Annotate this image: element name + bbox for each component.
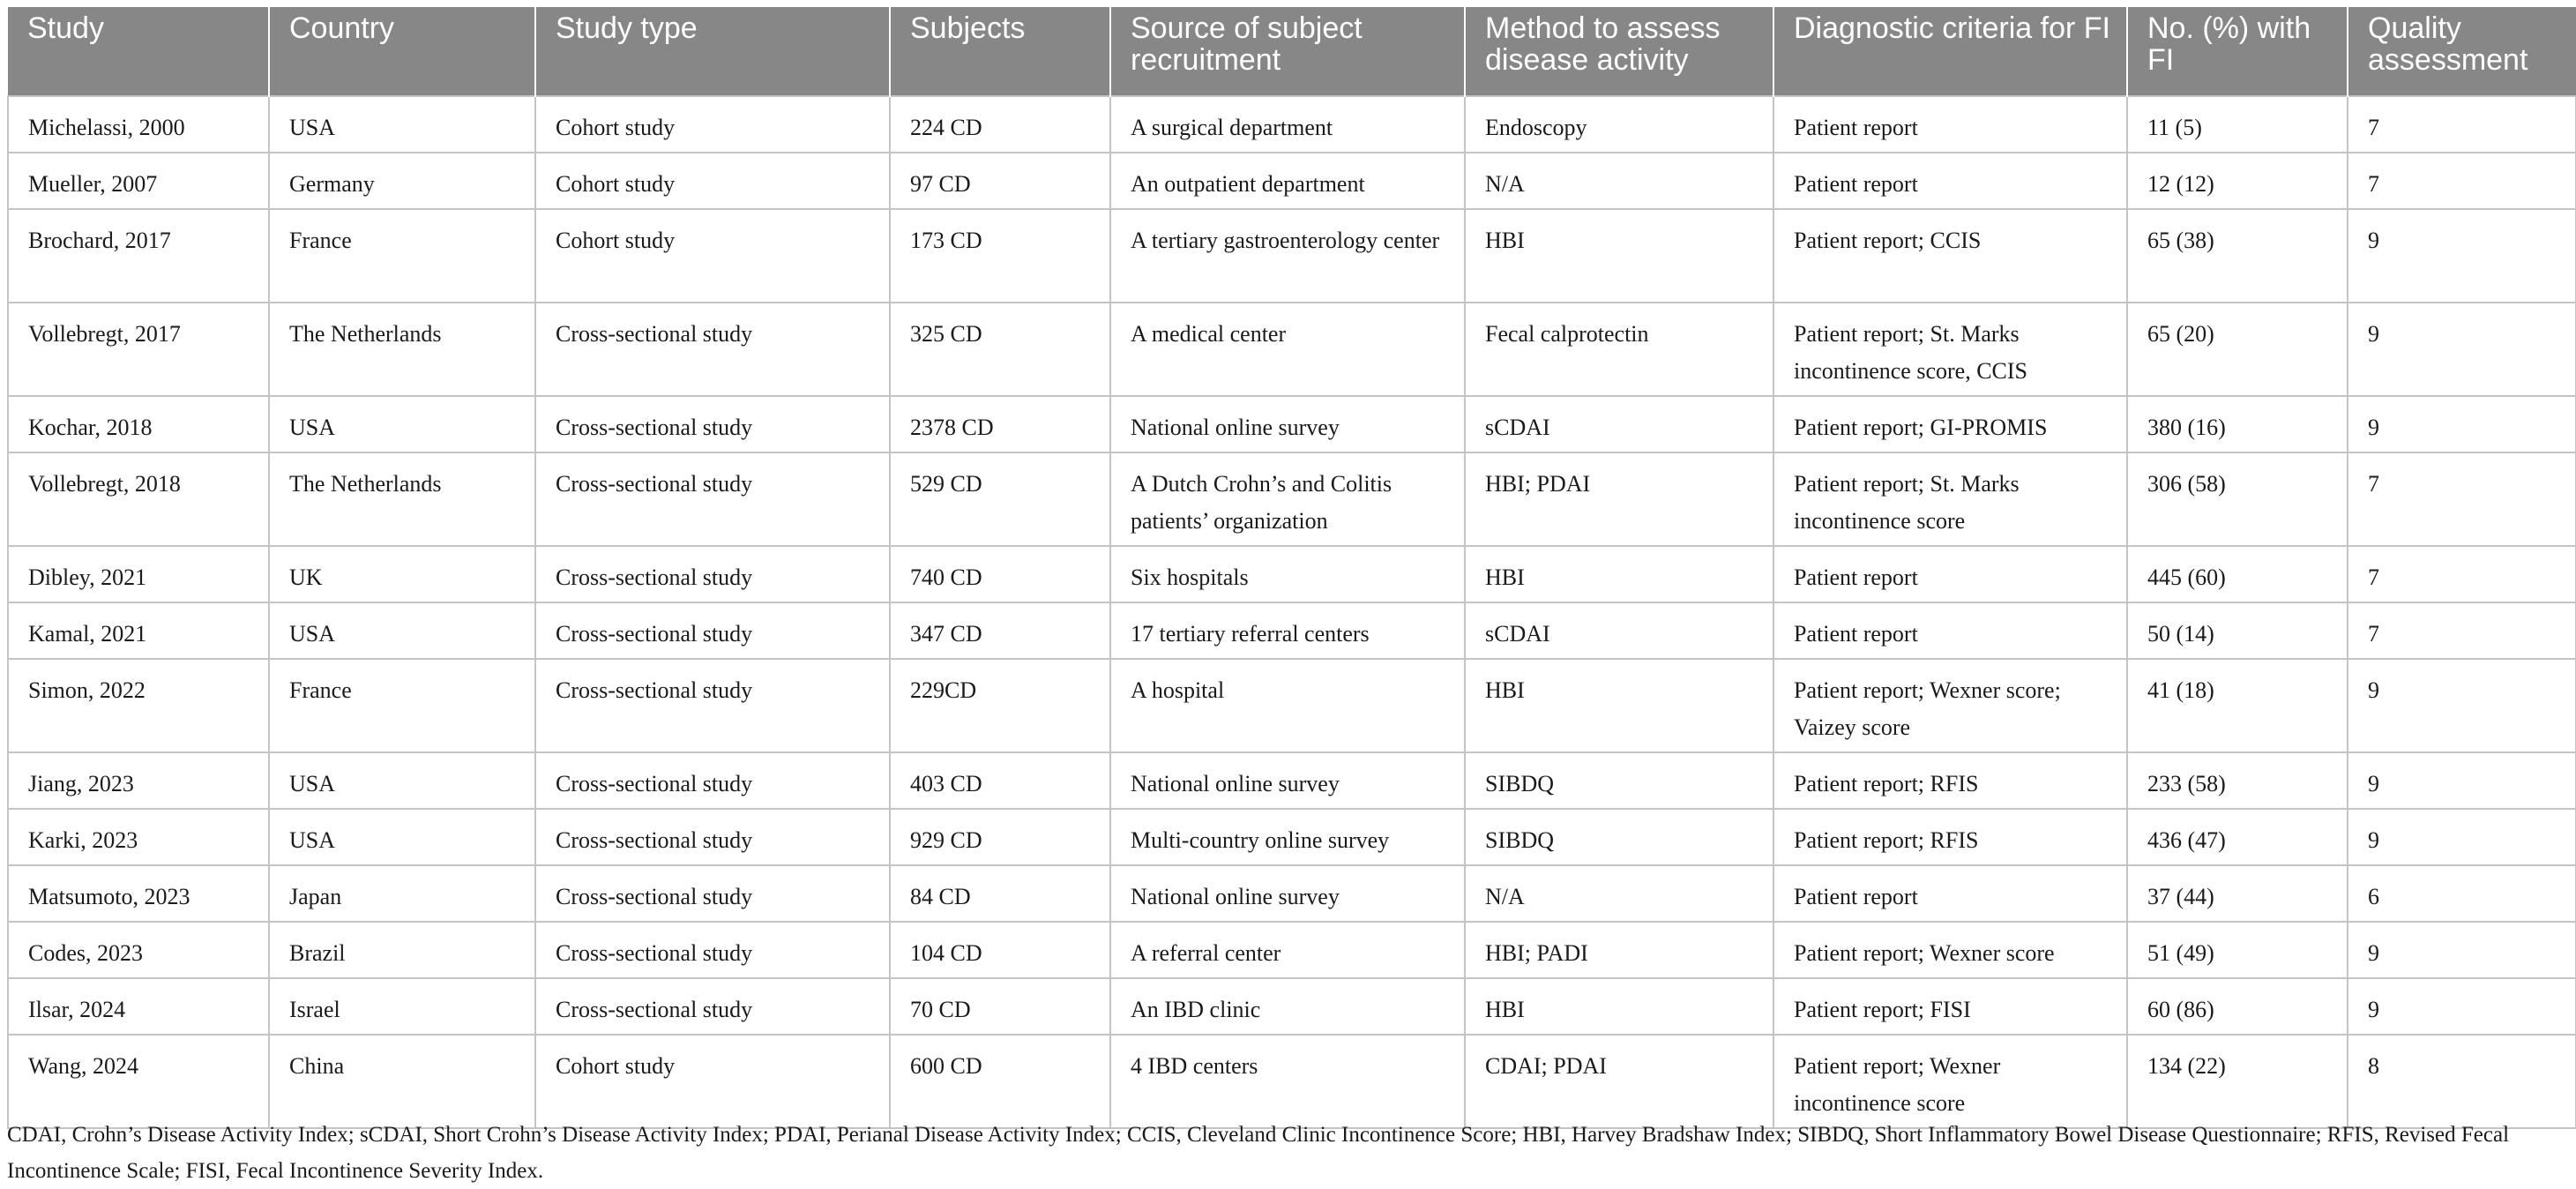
cell-number-with-fi: 445 (60) — [2127, 546, 2348, 602]
cell-diagnostic-criteria: Patient report; Wexner score — [1773, 922, 2127, 978]
header-row — [8, 7, 2576, 96]
table-row — [8, 452, 2576, 546]
cell-quality-assessment: 9 — [2348, 922, 2576, 978]
cell-quality-assessment: 7 — [2348, 153, 2576, 209]
table-row — [8, 96, 2576, 153]
cell-diagnostic-criteria: Patient report; RFIS — [1773, 752, 2127, 809]
cell-disease-activity-method: SIBDQ — [1465, 809, 1773, 865]
cell-source-of-recruitment: A surgical department — [1110, 96, 1465, 153]
cell-subjects: 740 CD — [890, 546, 1110, 602]
table-row — [8, 303, 2576, 396]
cell-quality-assessment: 6 — [2348, 865, 2576, 922]
cell-number-with-fi: 60 (86) — [2127, 978, 2348, 1035]
cell-source-of-recruitment: A tertiary gastroenterology center — [1110, 209, 1465, 303]
table-row — [8, 153, 2576, 209]
cell-subjects: 84 CD — [890, 865, 1110, 922]
cell-country: Germany — [269, 153, 535, 209]
header-subjects: Subjects — [890, 7, 1110, 96]
cell-quality-assessment: 9 — [2348, 659, 2576, 752]
cell-study-type: Cross-sectional study — [535, 602, 890, 659]
cell-subjects: 2378 CD — [890, 396, 1110, 452]
cell-disease-activity-method: N/A — [1465, 865, 1773, 922]
table-row — [8, 1035, 2576, 1128]
cell-study: Simon, 2022 — [8, 659, 269, 752]
cell-number-with-fi: 65 (38) — [2127, 209, 2348, 303]
cell-quality-assessment: 9 — [2348, 752, 2576, 809]
cell-subjects: 929 CD — [890, 809, 1110, 865]
cell-study: Mueller, 2007 — [8, 153, 269, 209]
cell-study-type: Cross-sectional study — [535, 809, 890, 865]
cell-study: Matsumoto, 2023 — [8, 865, 269, 922]
cell-study: Wang, 2024 — [8, 1035, 269, 1128]
cell-source-of-recruitment: National online survey — [1110, 865, 1465, 922]
cell-diagnostic-criteria: Patient report; RFIS — [1773, 809, 2127, 865]
cell-study: Kamal, 2021 — [8, 602, 269, 659]
cell-study: Jiang, 2023 — [8, 752, 269, 809]
cell-country: The Netherlands — [269, 452, 535, 546]
cell-disease-activity-method: Endoscopy — [1465, 96, 1773, 153]
cell-country: USA — [269, 602, 535, 659]
table-row — [8, 546, 2576, 602]
cell-study-type: Cross-sectional study — [535, 659, 890, 752]
header-disease-activity-method: Method to assess disease activity — [1465, 7, 1773, 96]
header-study-type: Study type — [535, 7, 890, 96]
cell-source-of-recruitment: A Dutch Crohn’s and Colitis patients’ organization — [1110, 452, 1465, 546]
cell-subjects: 173 CD — [890, 209, 1110, 303]
cell-source-of-recruitment: 17 tertiary referral centers — [1110, 602, 1465, 659]
cell-country: Japan — [269, 865, 535, 922]
cell-study-type: Cross-sectional study — [535, 922, 890, 978]
cell-number-with-fi: 41 (18) — [2127, 659, 2348, 752]
cell-quality-assessment: 7 — [2348, 602, 2576, 659]
cell-study: Brochard, 2017 — [8, 209, 269, 303]
cell-number-with-fi: 380 (16) — [2127, 396, 2348, 452]
header-source-of-recruitment: Source of subject recruitment — [1110, 7, 1465, 96]
cell-diagnostic-criteria: Patient report; FISI — [1773, 978, 2127, 1035]
table-row — [8, 209, 2576, 303]
cell-quality-assessment: 9 — [2348, 209, 2576, 303]
cell-disease-activity-method: sCDAI — [1465, 396, 1773, 452]
cell-disease-activity-method: HBI — [1465, 978, 1773, 1035]
table-row — [8, 602, 2576, 659]
cell-quality-assessment: 8 — [2348, 1035, 2576, 1128]
cell-diagnostic-criteria: Patient report; Wexner incontinence score — [1773, 1035, 2127, 1128]
cell-number-with-fi: 11 (5) — [2127, 96, 2348, 153]
cell-study: Vollebregt, 2018 — [8, 452, 269, 546]
cell-country: The Netherlands — [269, 303, 535, 396]
cell-country: France — [269, 209, 535, 303]
cell-number-with-fi: 436 (47) — [2127, 809, 2348, 865]
cell-country: Brazil — [269, 922, 535, 978]
cell-subjects: 70 CD — [890, 978, 1110, 1035]
cell-disease-activity-method: N/A — [1465, 153, 1773, 209]
cell-diagnostic-criteria: Patient report — [1773, 96, 2127, 153]
table-row — [8, 752, 2576, 809]
cell-diagnostic-criteria: Patient report; St. Marks incontinence score — [1773, 452, 2127, 546]
cell-disease-activity-method: HBI — [1465, 659, 1773, 752]
cell-country: USA — [269, 96, 535, 153]
cell-study-type: Cross-sectional study — [535, 752, 890, 809]
cell-diagnostic-criteria: Patient report; GI-PROMIS — [1773, 396, 2127, 452]
cell-quality-assessment: 7 — [2348, 452, 2576, 546]
cell-diagnostic-criteria: Patient report — [1773, 865, 2127, 922]
cell-quality-assessment: 9 — [2348, 978, 2576, 1035]
header-diagnostic-criteria: Diagnostic criteria for FI — [1773, 7, 2127, 96]
cell-disease-activity-method: sCDAI — [1465, 602, 1773, 659]
cell-disease-activity-method: HBI; PADI — [1465, 922, 1773, 978]
cell-subjects: 224 CD — [890, 96, 1110, 153]
cell-disease-activity-method: SIBDQ — [1465, 752, 1773, 809]
cell-diagnostic-criteria: Patient report — [1773, 602, 2127, 659]
cell-number-with-fi: 134 (22) — [2127, 1035, 2348, 1128]
table-row — [8, 809, 2576, 865]
cell-disease-activity-method: HBI — [1465, 546, 1773, 602]
cell-study-type: Cohort study — [535, 153, 890, 209]
cell-number-with-fi: 12 (12) — [2127, 153, 2348, 209]
abbreviations-footnote: CDAI, Crohn’s Disease Activity Index; sCDAI, Short Crohn’s Disease Activity Index; PDAI, Perianal Disease Activity Index; CCIS, Cleveland Clinic Incontinence Score; HBI, Harvey Bradshaw Index; SIBDQ, Short Inflammatory Bowel Disease Questionnaire; RFIS, Revised Fecal Incontinence Scale; FISI, Fecal Incontinence Severity Index. — [7, 1123, 2510, 1183]
cell-subjects: 325 CD — [890, 303, 1110, 396]
header-number-with-fi: No. (%) with FI — [2127, 7, 2348, 96]
header-quality-assessment: Quality assessment — [2348, 7, 2576, 96]
cell-source-of-recruitment: Multi-country online survey — [1110, 809, 1465, 865]
cell-subjects: 104 CD — [890, 922, 1110, 978]
cell-study: Vollebregt, 2017 — [8, 303, 269, 396]
cell-study-type: Cross-sectional study — [535, 452, 890, 546]
cell-number-with-fi: 37 (44) — [2127, 865, 2348, 922]
cell-country: USA — [269, 809, 535, 865]
cell-number-with-fi: 306 (58) — [2127, 452, 2348, 546]
cell-subjects: 229CD — [890, 659, 1110, 752]
cell-country: France — [269, 659, 535, 752]
cell-source-of-recruitment: National online survey — [1110, 396, 1465, 452]
cell-diagnostic-criteria: Patient report; CCIS — [1773, 209, 2127, 303]
cell-diagnostic-criteria: Patient report; St. Marks incontinence score, CCIS — [1773, 303, 2127, 396]
cell-number-with-fi: 50 (14) — [2127, 602, 2348, 659]
study-characteristics-table — [7, 7, 2576, 1129]
cell-subjects: 403 CD — [890, 752, 1110, 809]
cell-country: Israel — [269, 978, 535, 1035]
cell-number-with-fi: 51 (49) — [2127, 922, 2348, 978]
cell-number-with-fi: 233 (58) — [2127, 752, 2348, 809]
cell-subjects: 600 CD — [890, 1035, 1110, 1128]
cell-study-type: Cross-sectional study — [535, 546, 890, 602]
table-body — [8, 96, 2576, 1128]
cell-disease-activity-method: Fecal calprotectin — [1465, 303, 1773, 396]
cell-study: Kochar, 2018 — [8, 396, 269, 452]
cell-source-of-recruitment: 4 IBD centers — [1110, 1035, 1465, 1128]
header-study: Study — [8, 7, 269, 96]
cell-diagnostic-criteria: Patient report; Wexner score; Vaizey score — [1773, 659, 2127, 752]
cell-source-of-recruitment: National online survey — [1110, 752, 1465, 809]
cell-study: Ilsar, 2024 — [8, 978, 269, 1035]
cell-study: Codes, 2023 — [8, 922, 269, 978]
cell-country: USA — [269, 396, 535, 452]
cell-subjects: 97 CD — [890, 153, 1110, 209]
cell-quality-assessment: 7 — [2348, 96, 2576, 153]
cell-source-of-recruitment: A hospital — [1110, 659, 1465, 752]
cell-study: Karki, 2023 — [8, 809, 269, 865]
cell-diagnostic-criteria: Patient report — [1773, 546, 2127, 602]
cell-study: Michelassi, 2000 — [8, 96, 269, 153]
cell-subjects: 347 CD — [890, 602, 1110, 659]
cell-source-of-recruitment: An IBD clinic — [1110, 978, 1465, 1035]
cell-disease-activity-method: HBI; PDAI — [1465, 452, 1773, 546]
cell-quality-assessment: 9 — [2348, 303, 2576, 396]
table-row — [8, 396, 2576, 452]
cell-source-of-recruitment: An outpatient department — [1110, 153, 1465, 209]
table-row — [8, 978, 2576, 1035]
cell-disease-activity-method: HBI — [1465, 209, 1773, 303]
cell-study-type: Cohort study — [535, 96, 890, 153]
cell-study: Dibley, 2021 — [8, 546, 269, 602]
cell-diagnostic-criteria: Patient report — [1773, 153, 2127, 209]
cell-study-type: Cohort study — [535, 209, 890, 303]
study-table-container — [7, 7, 2575, 1129]
header-country: Country — [269, 7, 535, 96]
cell-source-of-recruitment: Six hospitals — [1110, 546, 1465, 602]
cell-country: USA — [269, 752, 535, 809]
cell-study-type: Cohort study — [535, 1035, 890, 1128]
cell-quality-assessment: 7 — [2348, 546, 2576, 602]
cell-study-type: Cross-sectional study — [535, 978, 890, 1035]
cell-study-type: Cross-sectional study — [535, 303, 890, 396]
table-row — [8, 865, 2576, 922]
table-row — [8, 659, 2576, 752]
cell-study-type: Cross-sectional study — [535, 396, 890, 452]
cell-quality-assessment: 9 — [2348, 809, 2576, 865]
cell-country: China — [269, 1035, 535, 1128]
cell-source-of-recruitment: A medical center — [1110, 303, 1465, 396]
cell-source-of-recruitment: A referral center — [1110, 922, 1465, 978]
cell-disease-activity-method: CDAI; PDAI — [1465, 1035, 1773, 1128]
cell-subjects: 529 CD — [890, 452, 1110, 546]
cell-study-type: Cross-sectional study — [535, 865, 890, 922]
cell-country: UK — [269, 546, 535, 602]
cell-quality-assessment: 9 — [2348, 396, 2576, 452]
table-row — [8, 922, 2576, 978]
cell-number-with-fi: 65 (20) — [2127, 303, 2348, 396]
